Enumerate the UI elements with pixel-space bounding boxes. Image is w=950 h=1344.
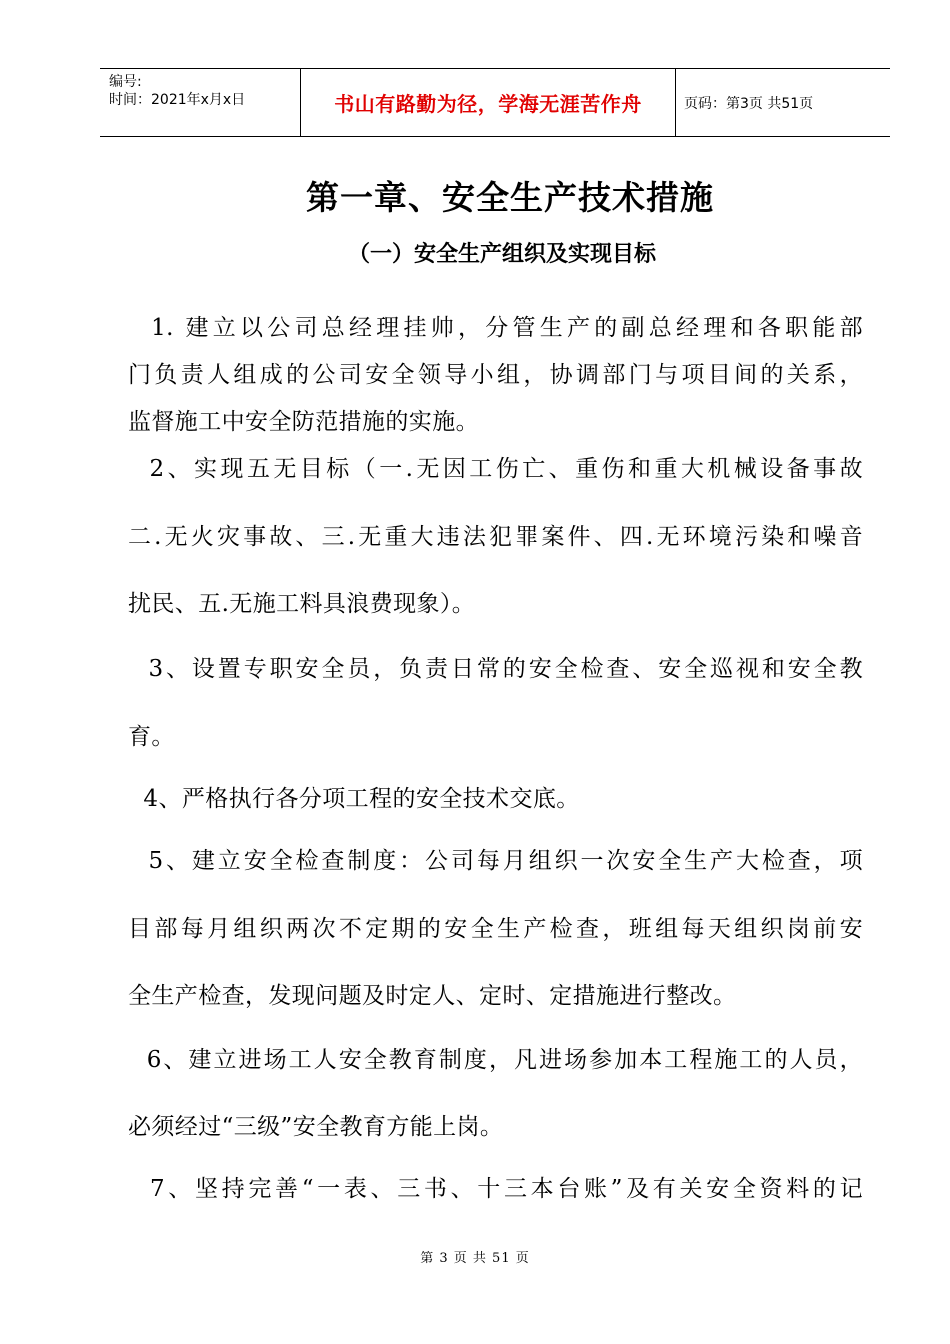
body-line: 7、坚持完善“一表、三书、十三本台账”及有关安全资料的记 [128, 1176, 863, 1202]
body-line: 必须经过“三级”安全教育方能上岗。 [128, 1114, 504, 1140]
time-label: 时间：2021年x月x日 [109, 92, 246, 108]
section-subtitle: （一）安全生产组织及实现目标 [347, 242, 656, 267]
chapter-title: 第一章、安全生产技术措施 [306, 178, 714, 217]
page-footer: 第 3 页 共 51 页 [420, 1251, 530, 1266]
body-line: 扰民、五.无施工料具浪费现象）。 [128, 591, 476, 617]
page-header [100, 68, 890, 137]
number-label: 编号: [109, 74, 142, 90]
body-line: 3、设置专职安全员，负责日常的安全检查、安全巡视和安全教 [128, 656, 863, 682]
header-meta-cell [100, 69, 300, 136]
body-line: 门负责人组成的公司安全领导小组，协调部门与项目间的关系， [128, 362, 863, 388]
body-line: 二.无火灾事故、三.无重大违法犯罪案件、四.无环境污染和噪音 [128, 524, 863, 550]
body-line: 5、建立安全检查制度：公司每月组织一次安全生产大检查，项 [128, 848, 863, 874]
header-motto: 书山有路勤为径，学海无涯苦作舟 [300, 69, 676, 136]
body-line: 育。 [128, 724, 175, 750]
body-line: 全生产检查，发现问题及时定人、定时、定措施进行整改。 [128, 983, 737, 1009]
body-line: 1. 建立以公司总经理挂帅，分管生产的副总经理和各职能部 [128, 315, 863, 341]
body-line: 6、建立进场工人安全教育制度，凡进场参加本工程施工的人员， [128, 1047, 863, 1073]
body-line: 2、实现五无目标（一.无因工伤亡、重伤和重大机械设备事故 [128, 456, 863, 482]
body-line: 4、严格执行各分项工程的安全技术交底。 [128, 786, 580, 812]
body-line: 监督施工中安全防范措施的实施。 [128, 409, 479, 435]
header-page-info: 页码：第3页 共51页 [684, 95, 814, 112]
body-line: 目部每月组织两次不定期的安全生产检查，班组每天组织岗前安 [128, 916, 863, 942]
